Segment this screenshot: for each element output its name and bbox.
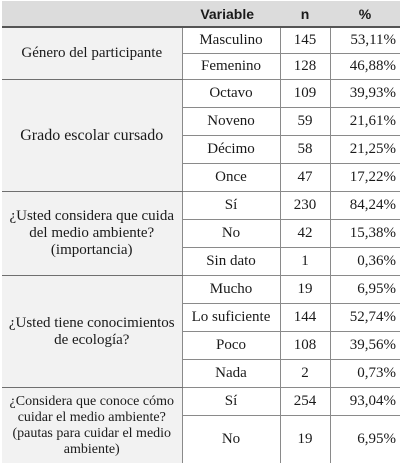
count-cell: 47 bbox=[280, 164, 330, 192]
table-row bbox=[2, 27, 400, 54]
count-cell: 128 bbox=[280, 54, 330, 80]
header-percent: % bbox=[330, 1, 400, 27]
percent-cell: 6,95% bbox=[330, 276, 400, 304]
category-cell: Once bbox=[182, 164, 280, 192]
table-row bbox=[2, 276, 400, 304]
percent-cell: 84,24% bbox=[330, 192, 400, 220]
category-cell: Décimo bbox=[182, 136, 280, 164]
category-cell: Femenino bbox=[182, 54, 280, 80]
count-cell: 254 bbox=[280, 388, 330, 416]
category-cell: Nada bbox=[182, 360, 280, 388]
variable-label: Grado escolar cursado bbox=[2, 80, 182, 192]
header-row bbox=[2, 1, 400, 27]
percent-cell: 21,25% bbox=[330, 136, 400, 164]
category-cell: Sí bbox=[182, 192, 280, 220]
category-cell: No bbox=[182, 416, 280, 463]
count-cell: 2 bbox=[280, 360, 330, 388]
percent-cell: 6,95% bbox=[330, 416, 400, 463]
category-cell: Masculino bbox=[182, 27, 280, 54]
category-cell: Sin dato bbox=[182, 248, 280, 276]
percent-cell: 46,88% bbox=[330, 54, 400, 80]
count-cell: 145 bbox=[280, 27, 330, 54]
category-cell: Noveno bbox=[182, 108, 280, 136]
variable-label: ¿Usted tiene conocimientos de ecología? bbox=[2, 276, 182, 388]
count-cell: 19 bbox=[280, 416, 330, 463]
count-cell: 1 bbox=[280, 248, 330, 276]
category-cell: Octavo bbox=[182, 80, 280, 108]
table-row bbox=[2, 192, 400, 220]
count-cell: 108 bbox=[280, 332, 330, 360]
table-frame bbox=[2, 1, 400, 433]
count-cell: 144 bbox=[280, 304, 330, 332]
count-cell: 19 bbox=[280, 276, 330, 304]
percent-cell: 93,04% bbox=[330, 388, 400, 416]
percent-cell: 0,36% bbox=[330, 248, 400, 276]
count-cell: 59 bbox=[280, 108, 330, 136]
table-row bbox=[2, 80, 400, 108]
percent-cell: 15,38% bbox=[330, 220, 400, 248]
category-cell: No bbox=[182, 220, 280, 248]
percent-cell: 52,74% bbox=[330, 304, 400, 332]
header-n: n bbox=[280, 1, 330, 27]
count-cell: 58 bbox=[280, 136, 330, 164]
percent-cell: 39,93% bbox=[330, 80, 400, 108]
header-variable: Variable bbox=[2, 1, 280, 27]
percent-cell: 53,11% bbox=[330, 27, 400, 54]
category-cell: Sí bbox=[182, 388, 280, 416]
variable-label: Género del participante bbox=[2, 27, 182, 80]
variable-label: ¿Usted considera que cuida del medio ambiente? (importancia) bbox=[2, 192, 182, 276]
percent-cell: 21,61% bbox=[330, 108, 400, 136]
variable-label: ¿Considera que conoce cómo cuidar el medio ambiente? (pautas para cuidar el medio ambiente) bbox=[2, 388, 182, 463]
percent-cell: 17,22% bbox=[330, 164, 400, 192]
category-cell: Poco bbox=[182, 332, 280, 360]
data-table bbox=[2, 1, 400, 463]
percent-cell: 39,56% bbox=[330, 332, 400, 360]
percent-cell: 0,73% bbox=[330, 360, 400, 388]
table-row bbox=[2, 388, 400, 416]
category-cell: Lo suficiente bbox=[182, 304, 280, 332]
count-cell: 230 bbox=[280, 192, 330, 220]
count-cell: 109 bbox=[280, 80, 330, 108]
category-cell: Mucho bbox=[182, 276, 280, 304]
count-cell: 42 bbox=[280, 220, 330, 248]
